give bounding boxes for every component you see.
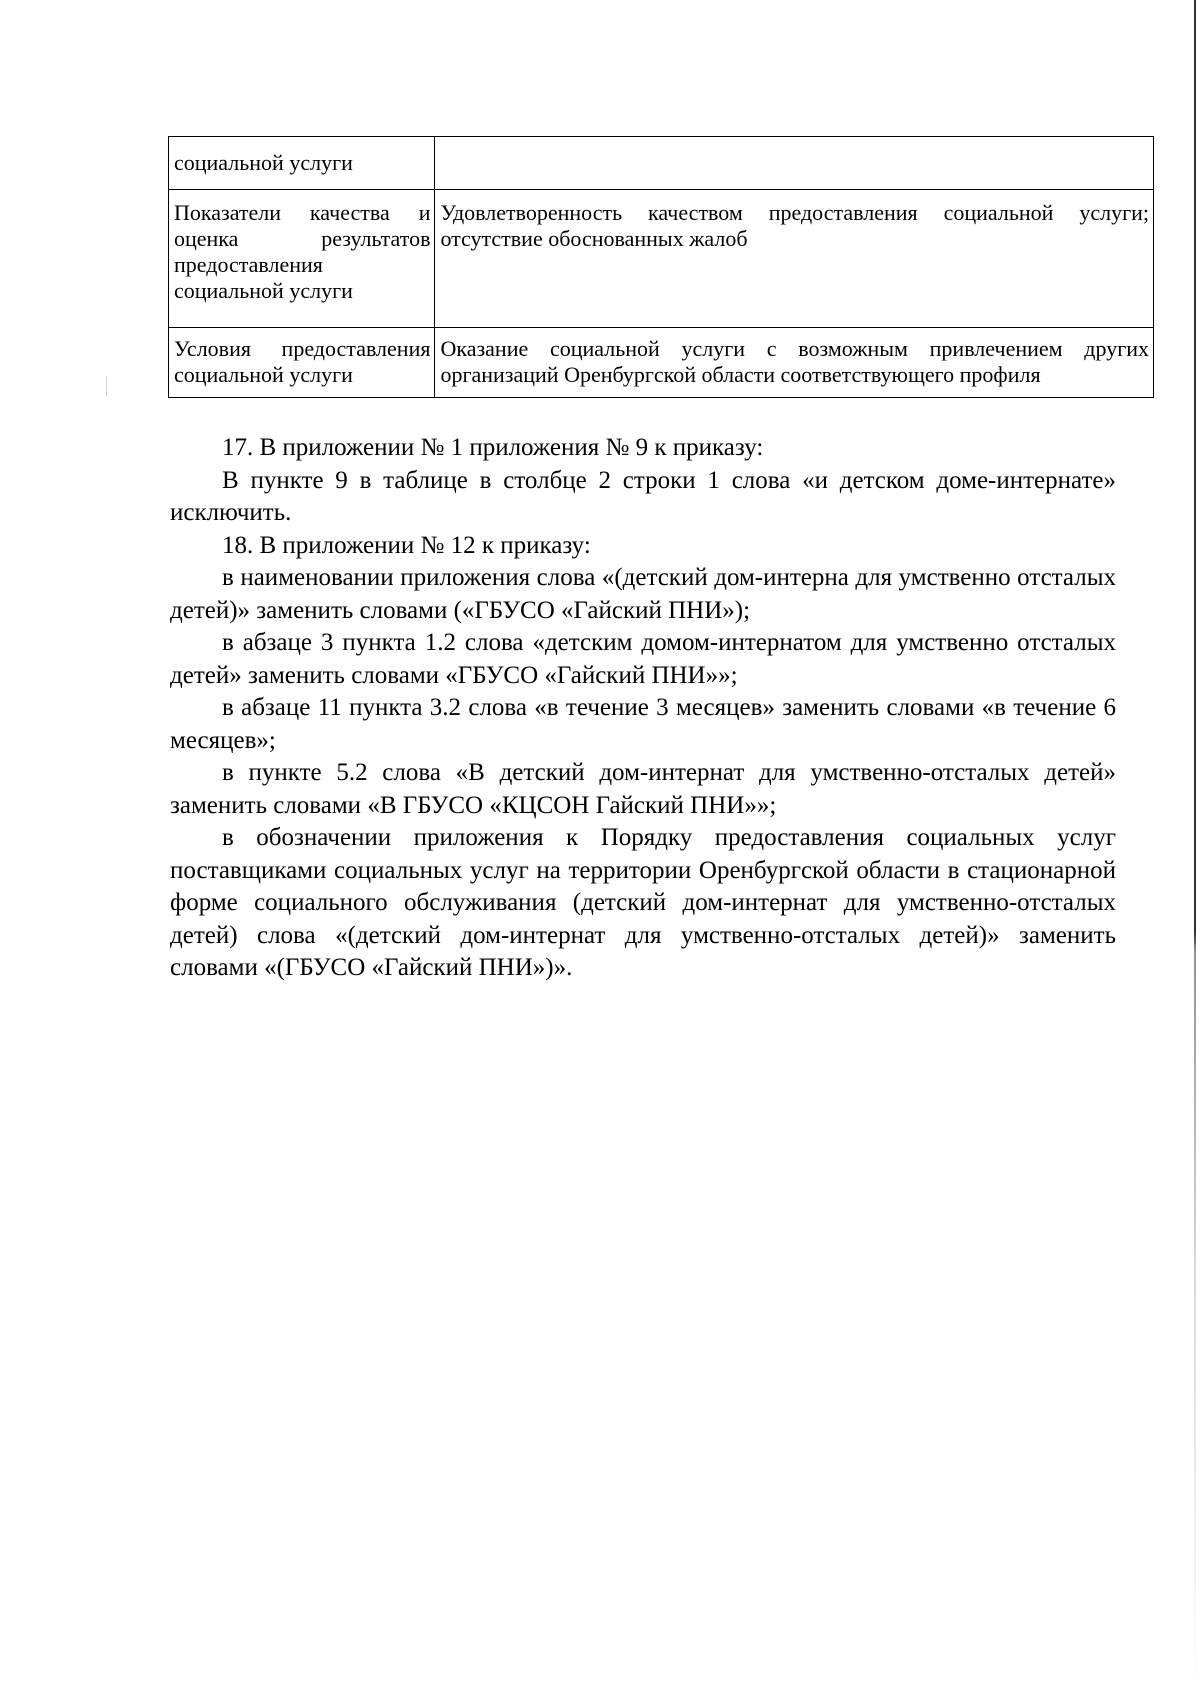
table-cell-value bbox=[435, 137, 1154, 190]
order-amendments-text bbox=[170, 432, 1116, 985]
table-row bbox=[169, 190, 1154, 328]
paragraph: в абзаце 3 пункта 1.2 слова «детским домом-интернатом для умственно отсталых детей» заменить словами «ГБУСО «Гайский ПНИ»»; bbox=[170, 629, 1116, 689]
paragraph-item-17: 17. В приложении № 1 приложения № 9 к приказу: bbox=[222, 434, 764, 461]
table-cell-value: Удовлетворенность качеством предоставления социальной услуги; отсутствие обоснованных жалоб bbox=[435, 190, 1154, 328]
paragraph: в пункте 5.2 слова «В детский дом-интернат для умственно-отсталых детей» заменить словами «В ГБУСО «КЦСОН Гайский ПНИ»»; bbox=[170, 759, 1116, 819]
table-cell-criterion: Показатели качества и оценка результатов предоставления социальной услуги bbox=[169, 190, 435, 328]
paragraph: в абзаце 11 пункта 3.2 слова «в течение 3 месяцев» заменить словами «в течение 6 месяцев»; bbox=[170, 694, 1116, 754]
paragraph: в обозначении приложения к Порядку предоставления социальных услуг поставщиками социальных услуг на территории Оренбургской области в стационарной форме социального обслуживания (детский дом-интернат для умственно-отсталых детей) слова «(детский дом-интернат для умственно-отсталых детей)» заменить словами «(ГБУСО «Гайский ПНИ»)». bbox=[170, 824, 1116, 981]
services-table bbox=[168, 136, 1154, 398]
scan-edge-line bbox=[1194, 0, 1196, 1697]
paragraph: В пункте 9 в таблице в столбце 2 строки 1 слова «и детском доме-интернате» исключить. bbox=[170, 466, 1116, 526]
paragraph-item-18: 18. В приложении № 12 к приказу: bbox=[222, 531, 591, 559]
table-cell-criterion: социальной услуги bbox=[169, 137, 435, 190]
table-cell-criterion: Условия предоставления социальной услуги bbox=[169, 328, 435, 398]
paragraph: в наименовании приложения слова «(детский дом-интерна для умственно отсталых детей)» заменить словами («ГБУСО «Гайский ПНИ»); bbox=[170, 564, 1116, 624]
table-cell-value: Оказание социальной услуги с возможным привлечением других организаций Оренбургской области соответствующего профиля bbox=[435, 328, 1154, 398]
table-row bbox=[169, 137, 1154, 190]
table-row bbox=[169, 328, 1154, 398]
scan-mark bbox=[106, 376, 107, 396]
